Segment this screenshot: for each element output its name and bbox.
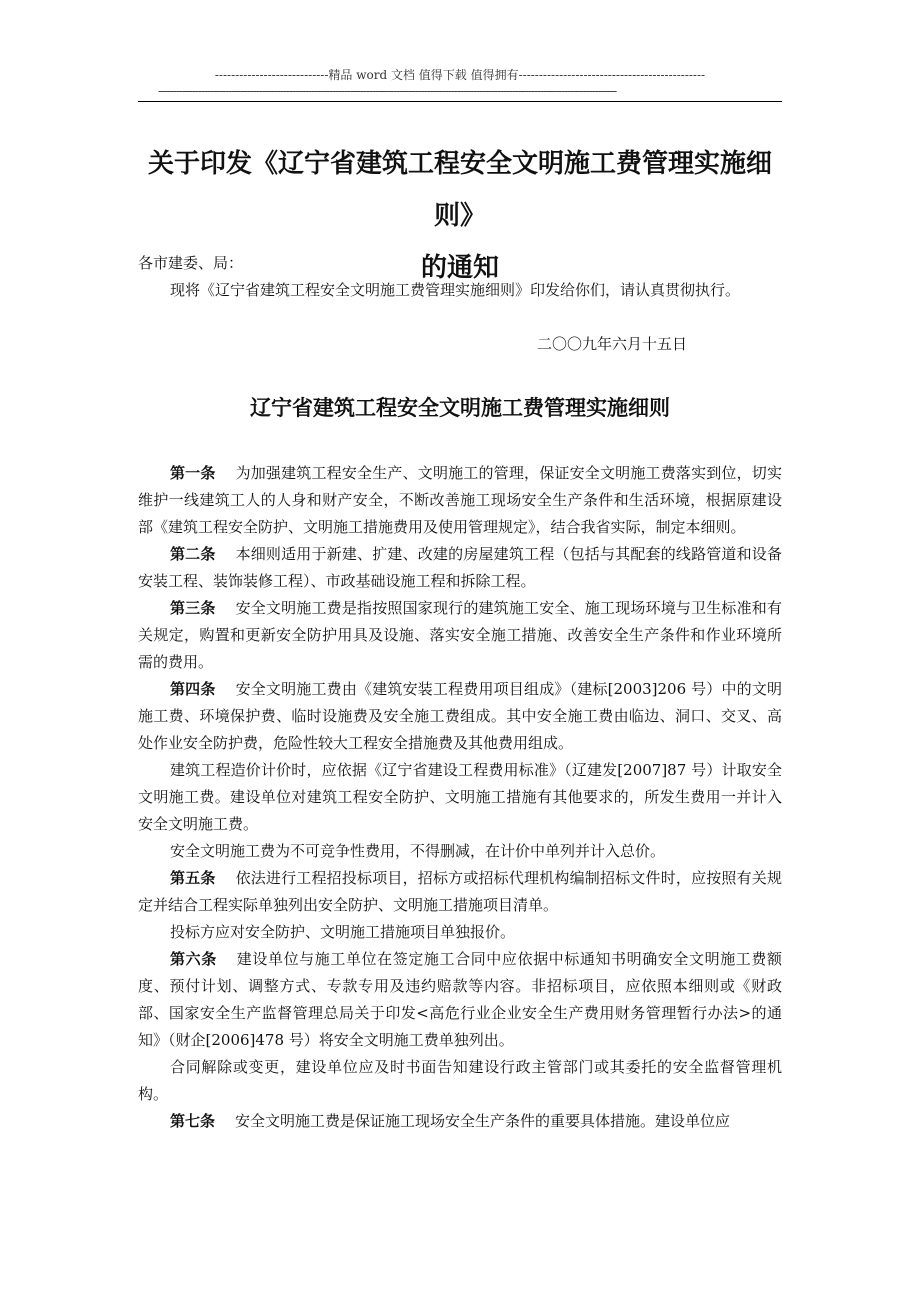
article-4 <box>138 676 782 757</box>
article-text: 安全文明施工费是指按照国家现行的建筑施工安全、施工现场环境与卫生标准和有关规定，购置和更新安全防护用具及设施、落实安全施工措施、改善安全生产条件和作业环境所需的费用。 <box>138 599 782 671</box>
article-label: 第三条 <box>170 599 216 617</box>
article-5 <box>138 865 782 919</box>
article-4-para-3 <box>138 838 782 865</box>
article-text: 安全文明施工费由《建筑安装工程费用项目组成》（建标[2003]206 号）中的文明施工费、环境保护费、临时设施费及安全施工费组成。其中安全施工费由临边、洞口、交叉、高处作业安全防护费，危险性较大工程安全措施费及其他费用组成。 <box>138 680 782 752</box>
notice-salutation: 各市建委、局： <box>138 254 244 272</box>
notice-title-line2: 的通知 <box>420 253 499 283</box>
article-text: 安全文明施工费是保证施工现场安全生产条件的重要具体措施。建设单位应 <box>235 1112 731 1130</box>
header-divider <box>138 101 782 102</box>
article-label: 第六条 <box>170 950 217 968</box>
article-text: 建设单位与施工单位在签定施工合同中应依据中标通知书明确安全文明施工费额度、预付计划、调整方式、专款专用及违约赔款等内容。非招标项目，应依照本细则或《财政部、国家安全生产监督管理总局关于印发<高危行业企业安全生产费用财务管理暂行办法>的通知》（财企[2006]478 号）将安全文明施工费单独列出。 <box>138 950 782 1049</box>
article-5-para-2 <box>138 919 782 946</box>
rules-title: 辽宁省建筑工程安全文明施工费管理实施细则 <box>250 396 670 420</box>
article-text: 为加强建筑工程安全生产、文明施工的管理，保证安全文明施工费落实到位，切实维护一线建筑工人的人身和财产安全，不断改善施工现场安全生产条件和生活环境，根据原建设部《建筑工程安全防护、文明施工措施费用及使用管理规定》，结合我省实际，制定本细则。 <box>138 464 782 536</box>
article-2 <box>138 541 782 595</box>
page-header-banner: ----------------------------精品 word 文档 值得下载 值得拥有---------------------------------------------- <box>214 68 706 82</box>
article-6 <box>138 946 782 1054</box>
article-text: 合同解除或变更，建设单位应及时书面告知建设行政主管部门或其委托的安全监督管理机构。 <box>138 1058 782 1103</box>
article-4-para-2 <box>138 757 782 838</box>
article-text: 依法进行工程招投标项目，招标方或招标代理机构编制招标文件时，应按照有关规定并结合工程实际单独列出安全防护、文明施工措施项目清单。 <box>138 869 782 914</box>
article-label: 第四条 <box>170 680 216 698</box>
notice-title-line1: 关于印发《辽宁省建筑工程安全文明施工费管理实施细则》 <box>147 149 772 231</box>
notice-date: 二〇〇九年六月十五日 <box>537 335 688 353</box>
article-label: 第五条 <box>170 869 216 887</box>
article-text: 本细则适用于新建、扩建、改建的房屋建筑工程（包括与其配套的线路管道和设备安装工程、装饰装修工程）、市政基础设施工程和拆除工程。 <box>138 545 782 590</box>
article-7 <box>138 1108 782 1135</box>
article-3 <box>138 595 782 676</box>
article-text: 安全文明施工费为不可竞争性费用，不得删减，在计价中单列并计入总价。 <box>170 842 666 860</box>
article-text: 建筑工程造价计价时，应依据《辽宁省建设工程费用标准》（辽建发[2007]87 号）计取安全文明施工费。建设单位对建筑工程安全防护、文明施工措施有其他要求的，所发生费用一并计入安全文明施工费。 <box>138 761 782 833</box>
article-text: 投标方应对安全防护、文明施工措施项目单独报价。 <box>170 923 516 941</box>
article-label: 第二条 <box>170 545 216 563</box>
article-label: 第一条 <box>170 464 216 482</box>
notice-body: 现将《辽宁省建筑工程安全文明施工费管理实施细则》印发给你们，请认真贯彻执行。 <box>170 281 741 299</box>
article-1 <box>138 460 782 541</box>
article-label: 第七条 <box>170 1112 216 1130</box>
rules-body <box>138 460 782 1135</box>
page-header-dashes: ------------------------------------------------------------------------------------------------------------------------------------------------------ <box>158 84 617 98</box>
article-6-para-2 <box>138 1054 782 1108</box>
